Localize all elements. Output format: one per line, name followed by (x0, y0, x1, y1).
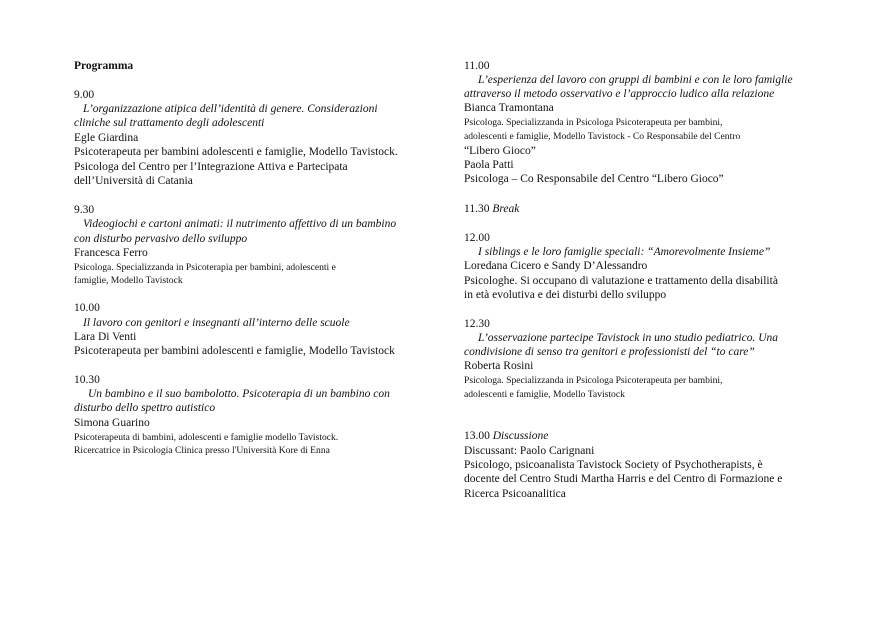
speaker-detail: famiglie, Modello Tavistock (74, 275, 183, 286)
speaker-name: Lara Di Venti (74, 331, 137, 343)
session-title: L’osservazione partecipe Tavistock in uno studio pediatrico. Una (478, 332, 779, 344)
speaker-detail: Psicologo, psicoanalista Tavistock Society of Psychotherapists, è (464, 459, 763, 471)
speaker-detail: Psicologa. Specializzanda in Psicologa Psicoterapeuta per bambini, (464, 117, 723, 128)
speaker-detail: Psicologa. Specializzanda in Psicoterapia per bambini, adolescenti e (74, 262, 336, 273)
program-heading: Programma (74, 60, 134, 72)
speaker-detail: Psicologa del Centro per l’Integrazione Attiva e Partecipata (74, 161, 348, 173)
session-title: Il lavoro con genitori e insegnanti all’interno delle scuole (83, 317, 350, 329)
speaker-detail: Psicologhe. Si occupano di valutazione e trattamento della disabilità (464, 275, 778, 287)
speaker-detail: Psicologa – Co Responsabile del Centro “Libero Gioco” (464, 173, 724, 185)
speaker-detail: dell’Università di Catania (74, 175, 193, 187)
speaker-detail: Ricerca Psicoanalitica (464, 488, 566, 500)
session-title: L’organizzazione atipica dell’identità di genere. Considerazioni (83, 103, 378, 115)
speaker-detail: docente del Centro Studi Martha Harris e del Centro di Formazione e (464, 473, 783, 485)
speaker-detail: Ricercatrice in Psicologia Clinica presso l'Università Kore di Enna (74, 445, 330, 456)
session-time: 12.30 (464, 318, 490, 330)
speaker-name: Bianca Tramontana (464, 102, 554, 114)
session-time: 9.30 (74, 204, 95, 216)
break-label: Break (492, 203, 520, 215)
speaker-detail: adolescenti e famiglie, Modello Tavistock - Co Responsabile del Centro (464, 131, 741, 142)
speaker-name: Simona Guarino (74, 417, 150, 429)
session-time: 10.00 (74, 302, 100, 314)
session-title: cliniche sul trattamento degli adolescenti (74, 117, 265, 129)
speaker-detail: Psicoterapeuta per bambini adolescenti e famiglie, Modello Tavistock. (74, 146, 398, 158)
speaker-detail: adolescenti e famiglie, Modello Tavistock (464, 389, 625, 400)
session-time: 9.00 (74, 89, 95, 101)
speaker-name: Egle Giardina (74, 132, 139, 144)
session-title: condivisione di senso tra genitori e professionisti del “to care” (464, 346, 755, 358)
speaker-detail: in età evolutiva e dei disturbi dello sviluppo (464, 289, 667, 301)
discussion-row (464, 429, 548, 443)
session-title: L’esperienza del lavoro con gruppi di bambini e con le loro famiglie (478, 74, 793, 86)
session-time: 11.00 (464, 60, 490, 72)
session-time: 11.30 (464, 203, 490, 215)
session-time: 12.00 (464, 232, 490, 244)
speaker-detail: “Libero Gioco” (464, 145, 536, 157)
speaker-name: Francesca Ferro (74, 247, 148, 259)
session-title: attraverso il metodo osservativo e l’approccio ludico alla relazione (464, 88, 775, 100)
discussion-label: Discussione (492, 430, 549, 442)
speaker-name: Loredana Cicero e Sandy D’Alessandro (464, 260, 648, 272)
session-time: 13.00 (464, 430, 490, 442)
speaker-name: Roberta Rosini (464, 360, 534, 372)
session-title: con disturbo pervasivo dello sviluppo (74, 233, 248, 245)
session-title: Un bambino e il suo bambolotto. Psicoterapia di un bambino con (88, 388, 390, 400)
speaker-name: Discussant: Paolo Carignani (464, 445, 595, 457)
session-time: 10.30 (74, 374, 100, 386)
session-title: disturbo dello spettro autistico (74, 402, 216, 414)
speaker-name: Paola Patti (464, 159, 514, 171)
speaker-detail: Psicologa. Specializzanda in Psicologa Psicoterapeuta per bambini, (464, 375, 723, 386)
speaker-detail: Psicoterapeuta di bambini, adolescenti e famiglie modello Tavistock. (74, 432, 339, 443)
speaker-detail: Psicoterapeuta per bambini adolescenti e famiglie, Modello Tavistock (74, 345, 395, 357)
session-title: I siblings e le loro famiglie speciali: “Amorevolmente Insieme” (478, 246, 771, 258)
session-title: Videogiochi e cartoni animati: il nutrimento affettivo di un bambino (83, 218, 397, 230)
break-row (464, 202, 519, 216)
